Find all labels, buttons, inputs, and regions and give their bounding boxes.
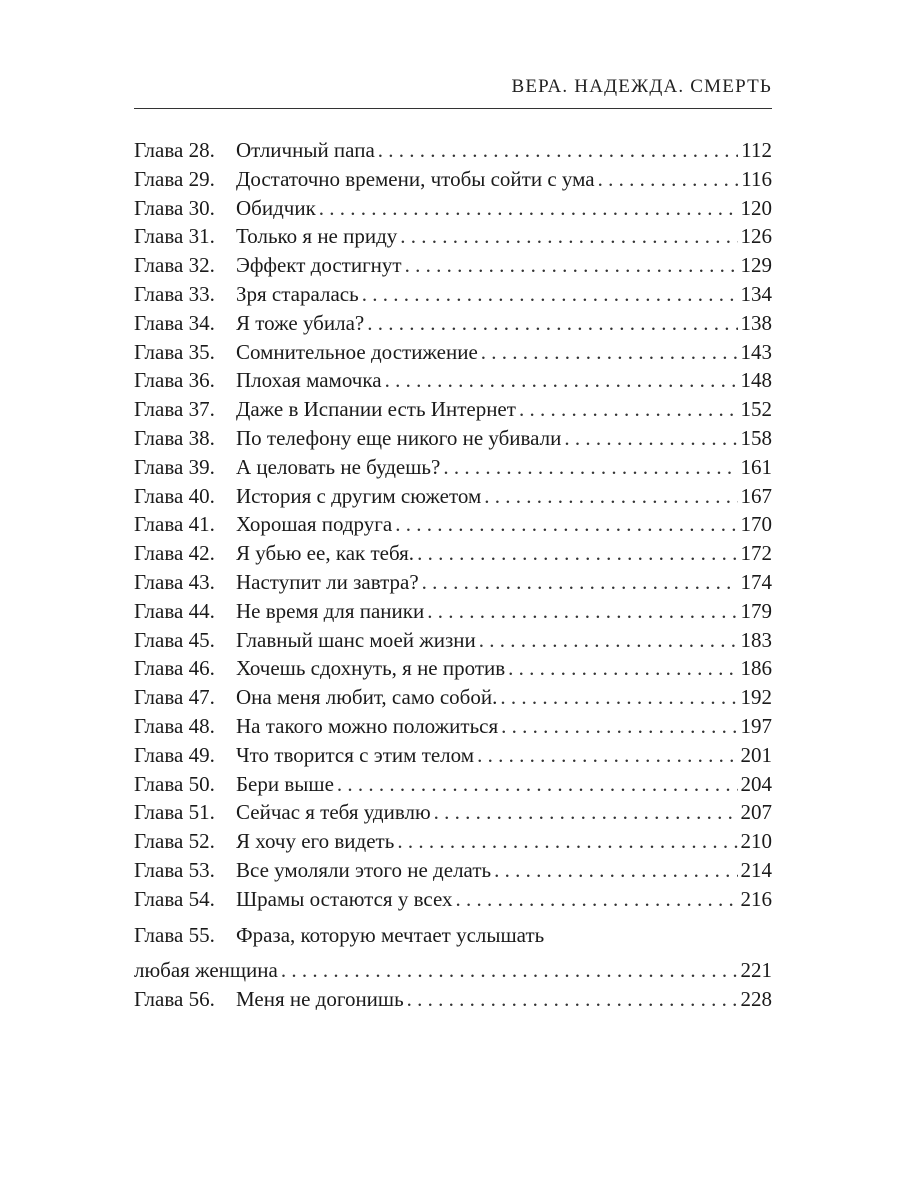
header-rule xyxy=(134,108,772,109)
page-number: 126 xyxy=(740,224,772,249)
chapter-number: Глава 47. xyxy=(134,685,215,710)
dot-leader xyxy=(337,770,738,799)
toc-entry xyxy=(134,338,772,367)
page-number: 201 xyxy=(740,742,772,767)
chapter-title: Что творится с этим телом xyxy=(236,742,475,767)
toc-entry xyxy=(134,827,772,856)
dot-leader xyxy=(519,395,738,424)
chapter-number: Глава 50. xyxy=(134,771,215,796)
chapter-title: Даже в Испании есть Интернет xyxy=(236,397,516,422)
chapter-number: Глава 55. xyxy=(134,922,215,947)
chapter-title: Бери выше xyxy=(236,771,334,796)
dot-leader xyxy=(281,956,738,985)
chapter-title: Шрамы остаются у всех xyxy=(236,886,453,911)
dot-leader xyxy=(378,136,738,165)
chapter-number: Глава 35. xyxy=(134,339,215,364)
dot-leader xyxy=(598,165,739,194)
dot-leader xyxy=(564,424,737,453)
dot-leader xyxy=(500,683,737,712)
page-number: 158 xyxy=(740,425,772,450)
page-number: 148 xyxy=(740,368,772,393)
chapter-number: Глава 53. xyxy=(134,857,215,882)
page-number: 116 xyxy=(741,166,772,191)
dot-leader xyxy=(508,654,737,683)
dot-leader xyxy=(479,626,738,655)
chapter-title-continued: любая женщина xyxy=(134,958,278,983)
toc-entry xyxy=(134,597,772,626)
chapter-number: Глава 43. xyxy=(134,569,215,594)
chapter-title: Я тоже убила? xyxy=(236,310,365,335)
toc-entry xyxy=(134,165,772,194)
page-number: 112 xyxy=(741,138,772,162)
chapter-number: Глава 41. xyxy=(134,512,215,537)
chapter-number: Глава 42. xyxy=(134,541,215,566)
page-number: 143 xyxy=(740,339,772,364)
toc-entry xyxy=(134,741,772,770)
page-number: 214 xyxy=(740,857,772,882)
toc-entry xyxy=(134,856,772,885)
chapter-number: Глава 29. xyxy=(134,166,215,191)
chapter-title: Наступит ли завтра? xyxy=(236,569,419,594)
chapter-title: Не время для паники xyxy=(236,598,425,623)
chapter-number: Глава 52. xyxy=(134,829,215,854)
dot-leader xyxy=(395,510,737,539)
chapter-title: Зря старалась xyxy=(236,281,359,306)
page-number: 186 xyxy=(740,656,772,681)
dot-leader xyxy=(385,366,738,395)
page-number: 172 xyxy=(740,541,772,566)
dot-leader xyxy=(400,222,737,251)
page-number: 161 xyxy=(740,454,772,479)
toc-entry xyxy=(134,510,772,539)
dot-leader xyxy=(417,539,737,568)
chapter-number: Глава 54. xyxy=(134,886,215,911)
chapter-number: Глава 56. xyxy=(134,987,215,1012)
toc-entry xyxy=(134,309,772,338)
chapter-number: Глава 39. xyxy=(134,454,215,479)
toc-entry xyxy=(134,798,772,827)
page-number: 120 xyxy=(740,195,772,220)
page-number: 228 xyxy=(740,987,772,1012)
chapter-title: Плохая мамочка xyxy=(236,368,382,393)
chapter-number: Глава 48. xyxy=(134,713,215,738)
toc-entry xyxy=(134,683,772,712)
chapter-number: Глава 28. xyxy=(134,138,215,162)
chapter-title: На такого можно положиться xyxy=(236,713,499,738)
toc-entry xyxy=(134,654,772,683)
page-number: 170 xyxy=(740,512,772,537)
page-number: 210 xyxy=(740,829,772,854)
toc-entry xyxy=(134,770,772,799)
chapter-number: Глава 51. xyxy=(134,800,215,825)
toc-entry xyxy=(134,136,772,165)
chapter-title: Сомнительное достижение xyxy=(236,339,478,364)
chapter-number: Глава 30. xyxy=(134,195,215,220)
page-number: 129 xyxy=(740,253,772,278)
chapter-title: Все умоляли этого не делать xyxy=(236,857,492,882)
chapter-number: Глава 32. xyxy=(134,253,215,278)
dot-leader xyxy=(367,309,737,338)
chapter-number: Глава 46. xyxy=(134,656,215,681)
dot-leader xyxy=(362,280,738,309)
dot-leader xyxy=(501,712,737,741)
chapter-number: Глава 33. xyxy=(134,281,215,306)
dot-leader xyxy=(456,885,738,914)
page-number: 138 xyxy=(740,310,772,335)
chapter-title: Только я не приду xyxy=(236,224,398,249)
toc-entry xyxy=(134,482,772,511)
chapter-title: Сейчас я тебя удивлю xyxy=(236,800,431,825)
page-number: 216 xyxy=(740,886,772,911)
chapter-title: По телефону еще никого не убивали xyxy=(236,425,562,450)
chapter-number: Глава 31. xyxy=(134,224,215,249)
chapter-title: Я убью ее, как тебя. xyxy=(236,541,415,566)
page-number: 167 xyxy=(740,483,772,508)
page-number: 204 xyxy=(740,771,772,796)
toc-entry xyxy=(134,424,772,453)
dot-leader xyxy=(443,453,737,482)
toc-entry xyxy=(134,985,772,1014)
chapter-number: Глава 49. xyxy=(134,742,215,767)
chapter-title: Хочешь сдохнуть, я не против xyxy=(236,656,506,681)
toc-entry xyxy=(134,222,772,251)
dot-leader xyxy=(319,194,738,223)
dot-leader xyxy=(397,827,737,856)
table-of-contents xyxy=(134,136,772,1014)
chapter-number: Глава 37. xyxy=(134,397,215,422)
toc-entry xyxy=(134,453,772,482)
chapter-number: Глава 45. xyxy=(134,627,215,652)
chapter-title: Главный шанс моей жизни xyxy=(236,627,476,652)
chapter-number: Глава 44. xyxy=(134,598,215,623)
chapter-number: Глава 34. xyxy=(134,310,215,335)
dot-leader xyxy=(407,985,738,1014)
dot-leader xyxy=(405,251,738,280)
page-number: 152 xyxy=(740,397,772,422)
chapter-title: Хорошая подруга xyxy=(236,512,393,537)
chapter-title: Достаточно времени, чтобы сойти с ума xyxy=(236,166,595,191)
toc-entry xyxy=(134,251,772,280)
toc-entry xyxy=(134,539,772,568)
chapter-title: Она меня любит, само собой. xyxy=(236,685,498,710)
toc-entry xyxy=(134,885,772,914)
page-number: 197 xyxy=(740,713,772,738)
toc-entry xyxy=(134,626,772,655)
page-number: 207 xyxy=(740,800,772,825)
chapter-title: Обидчик xyxy=(236,195,316,220)
toc-entry-wrapped-line1 xyxy=(134,921,772,950)
chapter-number: Глава 40. xyxy=(134,483,215,508)
page-number: 192 xyxy=(740,685,772,710)
dot-leader xyxy=(427,597,737,626)
dot-leader xyxy=(481,338,738,367)
toc-entry xyxy=(134,568,772,597)
toc-entry xyxy=(134,194,772,223)
toc-entry-wrapped-line2 xyxy=(134,956,772,985)
toc-entry xyxy=(134,280,772,309)
page-number: 134 xyxy=(740,281,772,306)
page-number: 221 xyxy=(740,958,772,983)
page-number: 174 xyxy=(740,569,772,594)
chapter-number: Глава 38. xyxy=(134,425,215,450)
chapter-title: Отличный папа xyxy=(236,138,375,162)
dot-leader xyxy=(434,798,738,827)
dot-leader xyxy=(422,568,738,597)
dot-leader xyxy=(494,856,737,885)
chapter-title: Эффект достигнут xyxy=(236,253,402,278)
chapter-title: История с другим сюжетом xyxy=(236,483,482,508)
page-number: 179 xyxy=(740,598,772,623)
running-head: ВЕРА. НАДЕЖДА. СМЕРТЬ xyxy=(511,76,772,97)
chapter-title: Я хочу его видеть xyxy=(236,829,395,854)
chapter-title: А целовать не будешь? xyxy=(236,454,441,479)
toc-entry xyxy=(134,395,772,424)
chapter-title: Фраза, которую мечтает услышать xyxy=(236,922,545,947)
toc-entry xyxy=(134,366,772,395)
dot-leader xyxy=(477,741,737,770)
chapter-number: Глава 36. xyxy=(134,368,215,393)
chapter-title: Меня не догонишь xyxy=(236,987,404,1012)
dot-leader xyxy=(484,482,737,511)
page-number: 183 xyxy=(740,627,772,652)
toc-entry xyxy=(134,712,772,741)
